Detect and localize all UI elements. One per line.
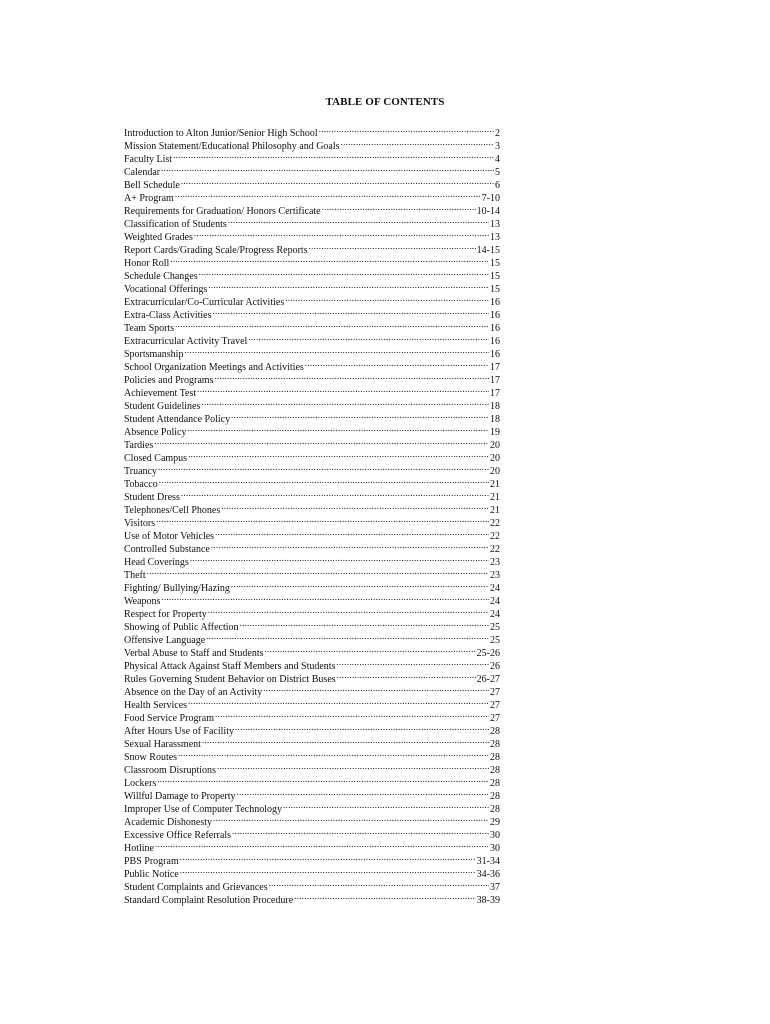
toc-entry [124, 760, 500, 776]
toc-dot-leader [175, 318, 489, 331]
toc-entry [124, 175, 500, 191]
toc-entry-label: Food Service Program [124, 713, 214, 724]
toc-entry-page-number: 15 [490, 271, 500, 282]
toc-entry-page-number: 21 [490, 505, 500, 516]
toc-entry-label: Tardies [124, 440, 154, 451]
toc-entry-page-number: 18 [490, 401, 500, 412]
toc-dot-leader [232, 825, 489, 838]
toc-entry [124, 448, 500, 464]
toc-entry-page-number: 17 [490, 362, 500, 373]
toc-dot-leader [154, 435, 489, 448]
toc-entry-page-number: 26 [490, 661, 500, 672]
toc-entry-label: Introduction to Alton Junior/Senior High School [124, 128, 318, 139]
toc-dot-leader [240, 617, 489, 630]
toc-entry-page-number: 25-26 [476, 648, 500, 659]
toc-dot-leader [180, 864, 476, 877]
toc-entry [124, 604, 500, 620]
toc-dot-leader [206, 630, 489, 643]
toc-entry-label: After Hours Use of Facility [124, 726, 234, 737]
toc-dot-leader [157, 773, 489, 786]
toc-entry-page-number: 23 [490, 557, 500, 568]
toc-dot-leader [156, 513, 489, 526]
toc-entry [124, 123, 500, 139]
toc-entry-page-number: 20 [490, 466, 500, 477]
toc-entry-page-number: 28 [490, 791, 500, 802]
toc-dot-leader [322, 201, 476, 214]
toc-entry-label: Excessive Office Referrals [124, 830, 231, 841]
toc-entry-label: Respect for Property [124, 609, 207, 620]
toc-entry-page-number: 6 [495, 180, 500, 191]
toc-entry [124, 526, 500, 542]
toc-entry-label: Mission Statement/Educational Philosophy and Goals [124, 141, 340, 152]
toc-dot-leader [181, 487, 489, 500]
toc-entry-page-number: 37 [490, 882, 500, 893]
toc-entry-page-number: 27 [490, 700, 500, 711]
toc-entry-page-number: 16 [490, 323, 500, 334]
toc-entry-label: Report Cards/Grading Scale/Progress Reports [124, 245, 308, 256]
toc-entry-page-number: 17 [490, 388, 500, 399]
toc-list [124, 123, 500, 906]
toc-dot-leader [161, 591, 489, 604]
toc-entry-page-number: 24 [490, 609, 500, 620]
toc-entry-label: Controlled Substance [124, 544, 210, 555]
toc-entry-page-number: 5 [495, 167, 500, 178]
toc-entry-label: Achievement Test [124, 388, 197, 399]
toc-dot-leader [188, 448, 489, 461]
toc-dot-leader [341, 136, 494, 149]
toc-dot-leader [221, 500, 489, 513]
toc-entry-label: Visitors [124, 518, 156, 529]
toc-dot-leader [170, 253, 489, 266]
toc-entry-label: Extracurricular Activity Travel [124, 336, 248, 347]
toc-dot-leader [181, 175, 494, 188]
toc-entry-label: Absence on the Day of an Activity [124, 687, 263, 698]
toc-dot-leader [147, 565, 489, 578]
toc-entry-page-number: 38-39 [476, 895, 500, 906]
toc-entry-page-number: 4 [495, 154, 500, 165]
toc-entry-label: Student Attendance Policy [124, 414, 231, 425]
toc-entry-page-number: 16 [490, 349, 500, 360]
toc-title: TABLE OF CONTENTS [325, 96, 445, 108]
toc-entry [124, 773, 500, 789]
toc-entry [124, 565, 500, 581]
toc-entry-label: Extracurricular/Co-Curricular Activities [124, 297, 285, 308]
toc-entry-page-number: 24 [490, 583, 500, 594]
toc-dot-leader [217, 760, 489, 773]
toc-entry [124, 266, 500, 282]
toc-dot-leader [158, 461, 489, 474]
toc-entry-page-number: 25 [490, 622, 500, 633]
toc-entry-label: Theft [124, 570, 146, 581]
toc-dot-leader [215, 526, 489, 539]
toc-entry-label: Head Coverings [124, 557, 189, 568]
toc-entry-label: Lockers [124, 778, 157, 789]
toc-entry-label: Offensive Language [124, 635, 206, 646]
toc-entry-page-number: 17 [490, 375, 500, 386]
toc-entry-label: Calendar [124, 167, 161, 178]
toc-entry [124, 513, 500, 529]
toc-entry-page-number: 28 [490, 752, 500, 763]
toc-entry-label: Snow Routes [124, 752, 178, 763]
toc-entry-page-number: 15 [490, 284, 500, 295]
toc-dot-leader [175, 188, 481, 201]
toc-entry [124, 851, 500, 867]
toc-dot-leader [213, 305, 490, 318]
toc-entry-label: Use of Motor Vehicles [124, 531, 215, 542]
toc-dot-leader [305, 357, 489, 370]
toc-entry-page-number: 10-14 [476, 206, 500, 217]
toc-entry-label: Student Guidelines [124, 401, 201, 412]
toc-dot-leader [194, 227, 489, 240]
toc-dot-leader [188, 422, 490, 435]
toc-entry-page-number: 20 [490, 440, 500, 451]
toc-entry-label: Truancy [124, 466, 157, 477]
toc-dot-leader [337, 669, 476, 682]
toc-entry [124, 838, 500, 854]
toc-entry [124, 188, 500, 204]
toc-dot-leader [294, 890, 476, 903]
toc-entry [124, 162, 500, 178]
toc-entry-page-number: 28 [490, 804, 500, 815]
toc-dot-leader [190, 552, 489, 565]
toc-entry [124, 786, 500, 802]
toc-dot-leader [201, 396, 489, 409]
toc-dot-leader [173, 149, 494, 162]
toc-entry-page-number: 24 [490, 596, 500, 607]
toc-entry-label: Weighted Grades [124, 232, 193, 243]
toc-entry-label: Fighting/ Bullying/Hazing [124, 583, 230, 594]
toc-entry [124, 500, 500, 516]
toc-dot-leader [208, 279, 489, 292]
toc-entry-label: Closed Campus [124, 453, 188, 464]
toc-entry-page-number: 22 [490, 518, 500, 529]
toc-entry-label: Classroom Disruptions [124, 765, 216, 776]
toc-dot-leader [231, 578, 489, 591]
toc-entry [124, 331, 500, 347]
toc-entry-page-number: 14-15 [476, 245, 500, 256]
toc-entry-page-number: 27 [490, 713, 500, 724]
toc-entry-label: Weapons [124, 596, 161, 607]
toc-entry-label: Tobacco [124, 479, 158, 490]
toc-entry-page-number: 15 [490, 258, 500, 269]
toc-dot-leader [202, 734, 489, 747]
toc-entry-label: Improper Use of Computer Technology [124, 804, 282, 815]
toc-dot-leader [263, 682, 489, 695]
toc-entry [124, 864, 500, 880]
toc-dot-leader [159, 474, 489, 487]
toc-entry [124, 474, 500, 490]
toc-dot-leader [208, 604, 489, 617]
toc-entry-label: Vocational Offerings [124, 284, 208, 295]
toc-dot-leader [161, 162, 494, 175]
toc-entry-label: Academic Dishonesty [124, 817, 213, 828]
toc-entry-label: Policies and Programs [124, 375, 214, 386]
toc-entry-page-number: 20 [490, 453, 500, 464]
toc-entry [124, 747, 500, 763]
toc-entry-page-number: 23 [490, 570, 500, 581]
toc-dot-leader [319, 123, 494, 136]
toc-entry-page-number: 18 [490, 414, 500, 425]
toc-entry [124, 591, 500, 607]
toc-entry-label: Requirements for Graduation/ Honors Certificate [124, 206, 321, 217]
toc-entry-page-number: 22 [490, 544, 500, 555]
toc-entry [124, 461, 500, 477]
toc-entry [124, 578, 500, 594]
toc-entry-page-number: 28 [490, 726, 500, 737]
toc-entry-label: Student Complaints and Grievances [124, 882, 268, 893]
toc-dot-leader [336, 656, 489, 669]
toc-entry [124, 877, 500, 893]
toc-entry-page-number: 25 [490, 635, 500, 646]
toc-dot-leader [265, 643, 476, 656]
toc-entry-label: Extra-Class Activities [124, 310, 212, 321]
toc-entry-page-number: 29 [490, 817, 500, 828]
toc-entry-label: Showing of Public Affection [124, 622, 239, 633]
toc-entry-label: Standard Complaint Resolution Procedure [124, 895, 294, 906]
toc-entry-page-number: 16 [490, 297, 500, 308]
toc-entry-page-number: 16 [490, 310, 500, 321]
toc-dot-leader [213, 812, 489, 825]
toc-entry-label: Honor Roll [124, 258, 170, 269]
toc-dot-leader [228, 214, 489, 227]
toc-entry-label: Hotline [124, 843, 154, 854]
toc-entry-page-number: 26-27 [476, 674, 500, 685]
toc-dot-leader [214, 370, 489, 383]
toc-entry-label: Telephones/Cell Phones [124, 505, 221, 516]
toc-dot-leader [235, 721, 489, 734]
toc-entry-page-number: 13 [490, 232, 500, 243]
toc-entry-label: Faculty List [124, 154, 173, 165]
toc-dot-leader [215, 708, 489, 721]
toc-dot-leader [309, 240, 476, 253]
toc-dot-leader [178, 747, 489, 760]
toc-entry-label: Classification of Students [124, 219, 227, 230]
toc-dot-leader [248, 331, 489, 344]
toc-entry-page-number: 28 [490, 739, 500, 750]
toc-entry-page-number: 28 [490, 765, 500, 776]
toc-entry [124, 149, 500, 165]
toc-entry-page-number: 21 [490, 492, 500, 503]
toc-dot-leader [188, 695, 489, 708]
toc-entry-label: Health Services [124, 700, 188, 711]
toc-entry-label: Rules Governing Student Behavior on District Buses [124, 674, 336, 685]
toc-entry-label: PBS Program [124, 856, 179, 867]
toc-dot-leader [197, 383, 489, 396]
toc-entry-page-number: 7-10 [481, 193, 500, 204]
toc-dot-leader [155, 838, 489, 851]
toc-entry [124, 435, 500, 451]
toc-dot-leader [231, 409, 489, 422]
toc-entry-page-number: 28 [490, 778, 500, 789]
toc-entry [124, 253, 500, 269]
toc-entry-page-number: 22 [490, 531, 500, 542]
toc-entry-page-number: 16 [490, 336, 500, 347]
toc-entry-label: Team Sports [124, 323, 175, 334]
toc-entry-label: A+ Program [124, 193, 174, 204]
toc-entry-label: Verbal Abuse to Staff and Students [124, 648, 264, 659]
toc-entry-page-number: 3 [495, 141, 500, 152]
toc-entry-label: Sportsmanship [124, 349, 184, 360]
toc-entry-label: Absence Policy [124, 427, 187, 438]
toc-entry-label: Student Dress [124, 492, 180, 503]
toc-entry-label: Bell Schedule [124, 180, 180, 191]
toc-entry-label: Physical Attack Against Staff Members and Students [124, 661, 336, 672]
toc-dot-leader [283, 799, 489, 812]
toc-entry-label: Willful Damage to Property [124, 791, 236, 802]
toc-entry-page-number: 27 [490, 687, 500, 698]
toc-entry-label: Sexual Harassment [124, 739, 201, 750]
toc-dot-leader [199, 266, 489, 279]
toc-dot-leader [211, 539, 489, 552]
toc-entry-page-number: 31-34 [476, 856, 500, 867]
toc-entry [124, 318, 500, 334]
toc-dot-leader [237, 786, 489, 799]
toc-entry-label: Schedule Changes [124, 271, 198, 282]
toc-dot-leader [180, 851, 476, 864]
toc-dot-leader [269, 877, 489, 890]
toc-entry-page-number: 21 [490, 479, 500, 490]
toc-entry-label: School Organization Meetings and Activities [124, 362, 304, 373]
toc-entry-page-number: 30 [490, 843, 500, 854]
toc-entry-page-number: 2 [495, 128, 500, 139]
toc-dot-leader [184, 344, 489, 357]
toc-entry-page-number: 30 [490, 830, 500, 841]
toc-entry [124, 201, 500, 217]
toc-entry-page-number: 34-36 [476, 869, 500, 880]
toc-entry [124, 487, 500, 503]
toc-entry-label: Public Notice [124, 869, 179, 880]
toc-entry-page-number: 19 [490, 427, 500, 438]
toc-dot-leader [285, 292, 489, 305]
toc-entry-page-number: 13 [490, 219, 500, 230]
